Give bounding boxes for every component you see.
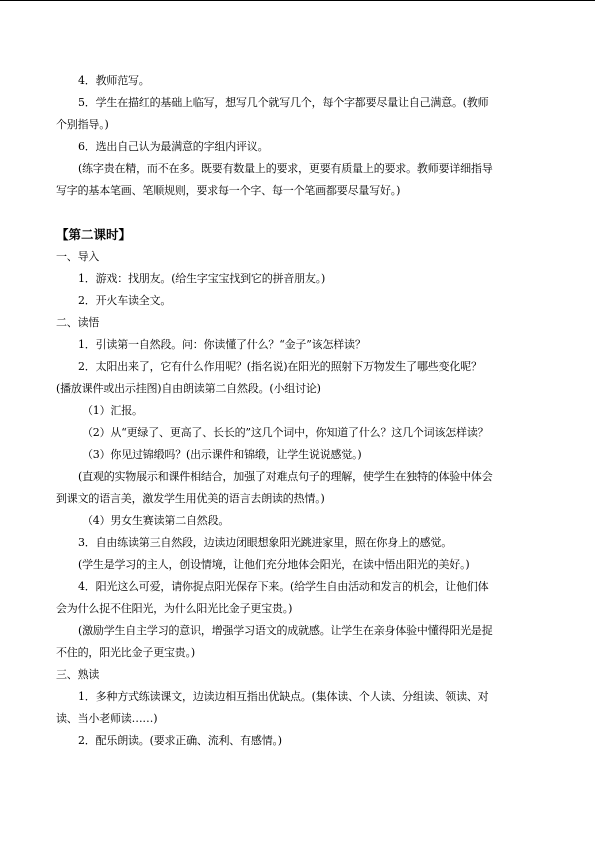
text-line: 6．选出自己认为最满意的字组内评议。 (78, 140, 269, 153)
text-line: (学生是学习的主人，创设情境，让他们充分地体会阳光，在读中悟出阳光的美好。) (78, 558, 470, 571)
text-line: 1．多种方式练读课文，边读边相互指出优缺点。(集体读、个人读、分组读、领读、对 (78, 690, 489, 703)
text-line: （3）你见过锦缎吗？(出示课件和锦缎，让学生说说感觉。) (82, 448, 362, 461)
text-line: 1．游戏：找朋友。(给生字宝宝找到它的拼音朋友。) (78, 272, 326, 285)
text-line: (激励学生自主学习的意识，增强学习语文的成就感。让学生在亲身体验中懂得阳光是捉 (78, 624, 493, 637)
text-line: （2）从“更绿了、更高了、长长的”这几个词中，你知道了什么？这几个词该怎样读？ (82, 426, 489, 439)
text-line: 2．配乐朗读。(要求正确、流利、有感情。) (78, 734, 282, 747)
text-line: 4．阳光这么可爱，请你捉点阳光保存下来。(给学生自由活动和发言的机会，让他们体 (78, 580, 489, 593)
document-body (56, 70, 540, 752)
text-line: 4．教师范写。 (78, 74, 150, 87)
text-line: (练字贵在精，而不在多。既要有数量上的要求，更要有质量上的要求。教师要详细指导 (78, 162, 493, 175)
text-line: (直观的实物展示和课件相结合，加强了对难点句子的理解，使学生在独特的体验中体会 (78, 470, 493, 483)
text-line: 5．学生在描红的基础上临写，想写几个就写几个，每个字都要尽量让自己满意。(教师 (78, 96, 489, 109)
text-line: （1）汇报。 (82, 404, 143, 417)
text-line: （4）男女生赛读第二自然段。 (82, 514, 230, 527)
text-line: 三、熟读 (56, 668, 100, 681)
text-line: 2．太阳出来了，它有什么作用呢？(指名说)在阳光的照射下万物发生了哪些变化呢？ (78, 360, 482, 373)
text-line: 写字的基本笔画、笔顺规则，要求每一个字、每一个笔画都要尽量写好。) (56, 184, 401, 197)
section-second-lesson (56, 246, 540, 752)
header-rule (0, 0, 595, 1)
text-line: 读、当小老师读……) (56, 712, 158, 725)
text-line: 1．引读第一自然段。问：你读懂了什么？“金子”该怎样读？ (78, 338, 366, 351)
text-line: 2．开火车读全文。 (78, 294, 172, 307)
text-line: 会为什么捉不住阳光，为什么阳光比金子更宝贵。) (56, 602, 293, 615)
text-line: 不住的，阳光比金子更宝贵。) (56, 646, 195, 659)
section-title: 【第二课时】 (56, 227, 132, 242)
section-continued (56, 70, 540, 202)
text-line: 到课文的语言美，激发学生用优美的语言去朗读的热情。) (56, 492, 325, 505)
text-line: (播放课件或出示挂图)自由朗读第二自然段。(小组讨论) (56, 382, 321, 395)
text-line: 3．自由练读第三自然段，边读边闭眼想象阳光跳进家里，照在你身上的感觉。 (78, 536, 452, 549)
text-line: 一、导入 (56, 250, 100, 263)
text-line: 个别指导。) (56, 118, 109, 131)
text-line: 二、读悟 (56, 316, 100, 329)
